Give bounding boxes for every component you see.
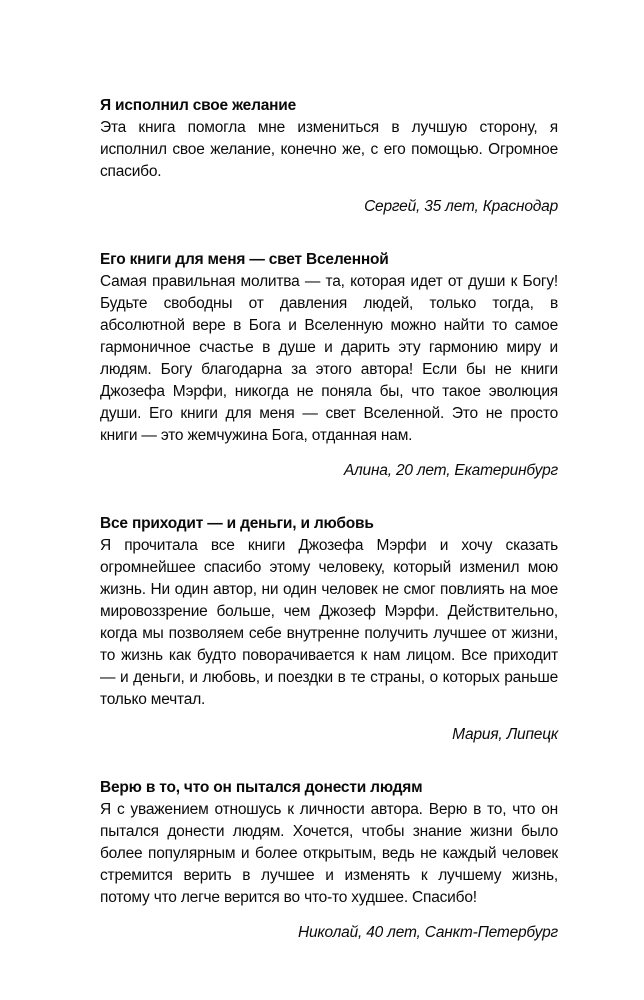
testimonial-heading: Верю в то, что он пытался донести людям bbox=[100, 779, 423, 796]
testimonial-section bbox=[100, 777, 558, 944]
testimonial-heading: Я исполнил свое желание bbox=[100, 97, 297, 114]
testimonial-heading: Все приходит — и деньги, и любовь bbox=[100, 515, 374, 532]
testimonial-signature: Николай, 40 лет, Санкт-Петербург bbox=[298, 924, 558, 941]
testimonial-heading: Его книги для меня — свет Вселенной bbox=[100, 251, 389, 268]
testimonial-section bbox=[100, 249, 558, 482]
testimonial-signature: Алина, 20 лет, Екатеринбург bbox=[343, 462, 558, 479]
testimonial-signature: Мария, Липецк bbox=[452, 726, 558, 743]
testimonial-section bbox=[100, 513, 558, 746]
testimonials-content bbox=[100, 95, 558, 975]
testimonial-section bbox=[100, 95, 558, 218]
testimonial-signature: Сергей, 35 лет, Краснодар bbox=[364, 198, 558, 215]
testimonial-body: Самая правильная молитва — та, которая идет от души к Богу! Будьте свободны от давления людей, только тогда, в абсолютной вере в Бога и Вселенную можно найти то самое гармоничное счастье в душе и дарить эту гармонию миру и людям. Богу благодарна за этого автора! Если бы не книги Джозефа Мэрфи, никогда не поняла бы, что такое эволюция души. Его книги для меня — свет Вселенной. Это не просто книги — это жемчужина Бога, отданная нам. bbox=[100, 273, 558, 444]
testimonial-body: Я с уважением отношусь к личности автора. Верю в то, что он пытался донести людям. Хочется, чтобы знание жизни было более популярным и более открытым, ведь не каждый человек стремится верить в лучшее и изменять к лучшему жизнь, потому что легче верится во что-то худшее. Спасибо! bbox=[100, 801, 558, 906]
testimonial-body: Я прочитала все книги Джозефа Мэрфи и хочу сказать огромнейшее спасибо этому человеку, который изменил мою жизнь. Ни один автор, ни один человек не смог повлиять на мое мировоззрение больше, чем Джозеф Мэрфи. Действительно, когда мы позволяем себе внутренне получить лучшее от жизни, то жизнь как будто поворачивается к нам лицом. Все приходит — и деньги, и любовь, и поездки в те страны, о которых раньше только мечтал. bbox=[100, 537, 558, 708]
testimonial-body: Эта книга помогла мне измениться в лучшую сторону, я исполнил свое желание, конечно же, с его помощью. Огромное спасибо. bbox=[100, 119, 558, 180]
